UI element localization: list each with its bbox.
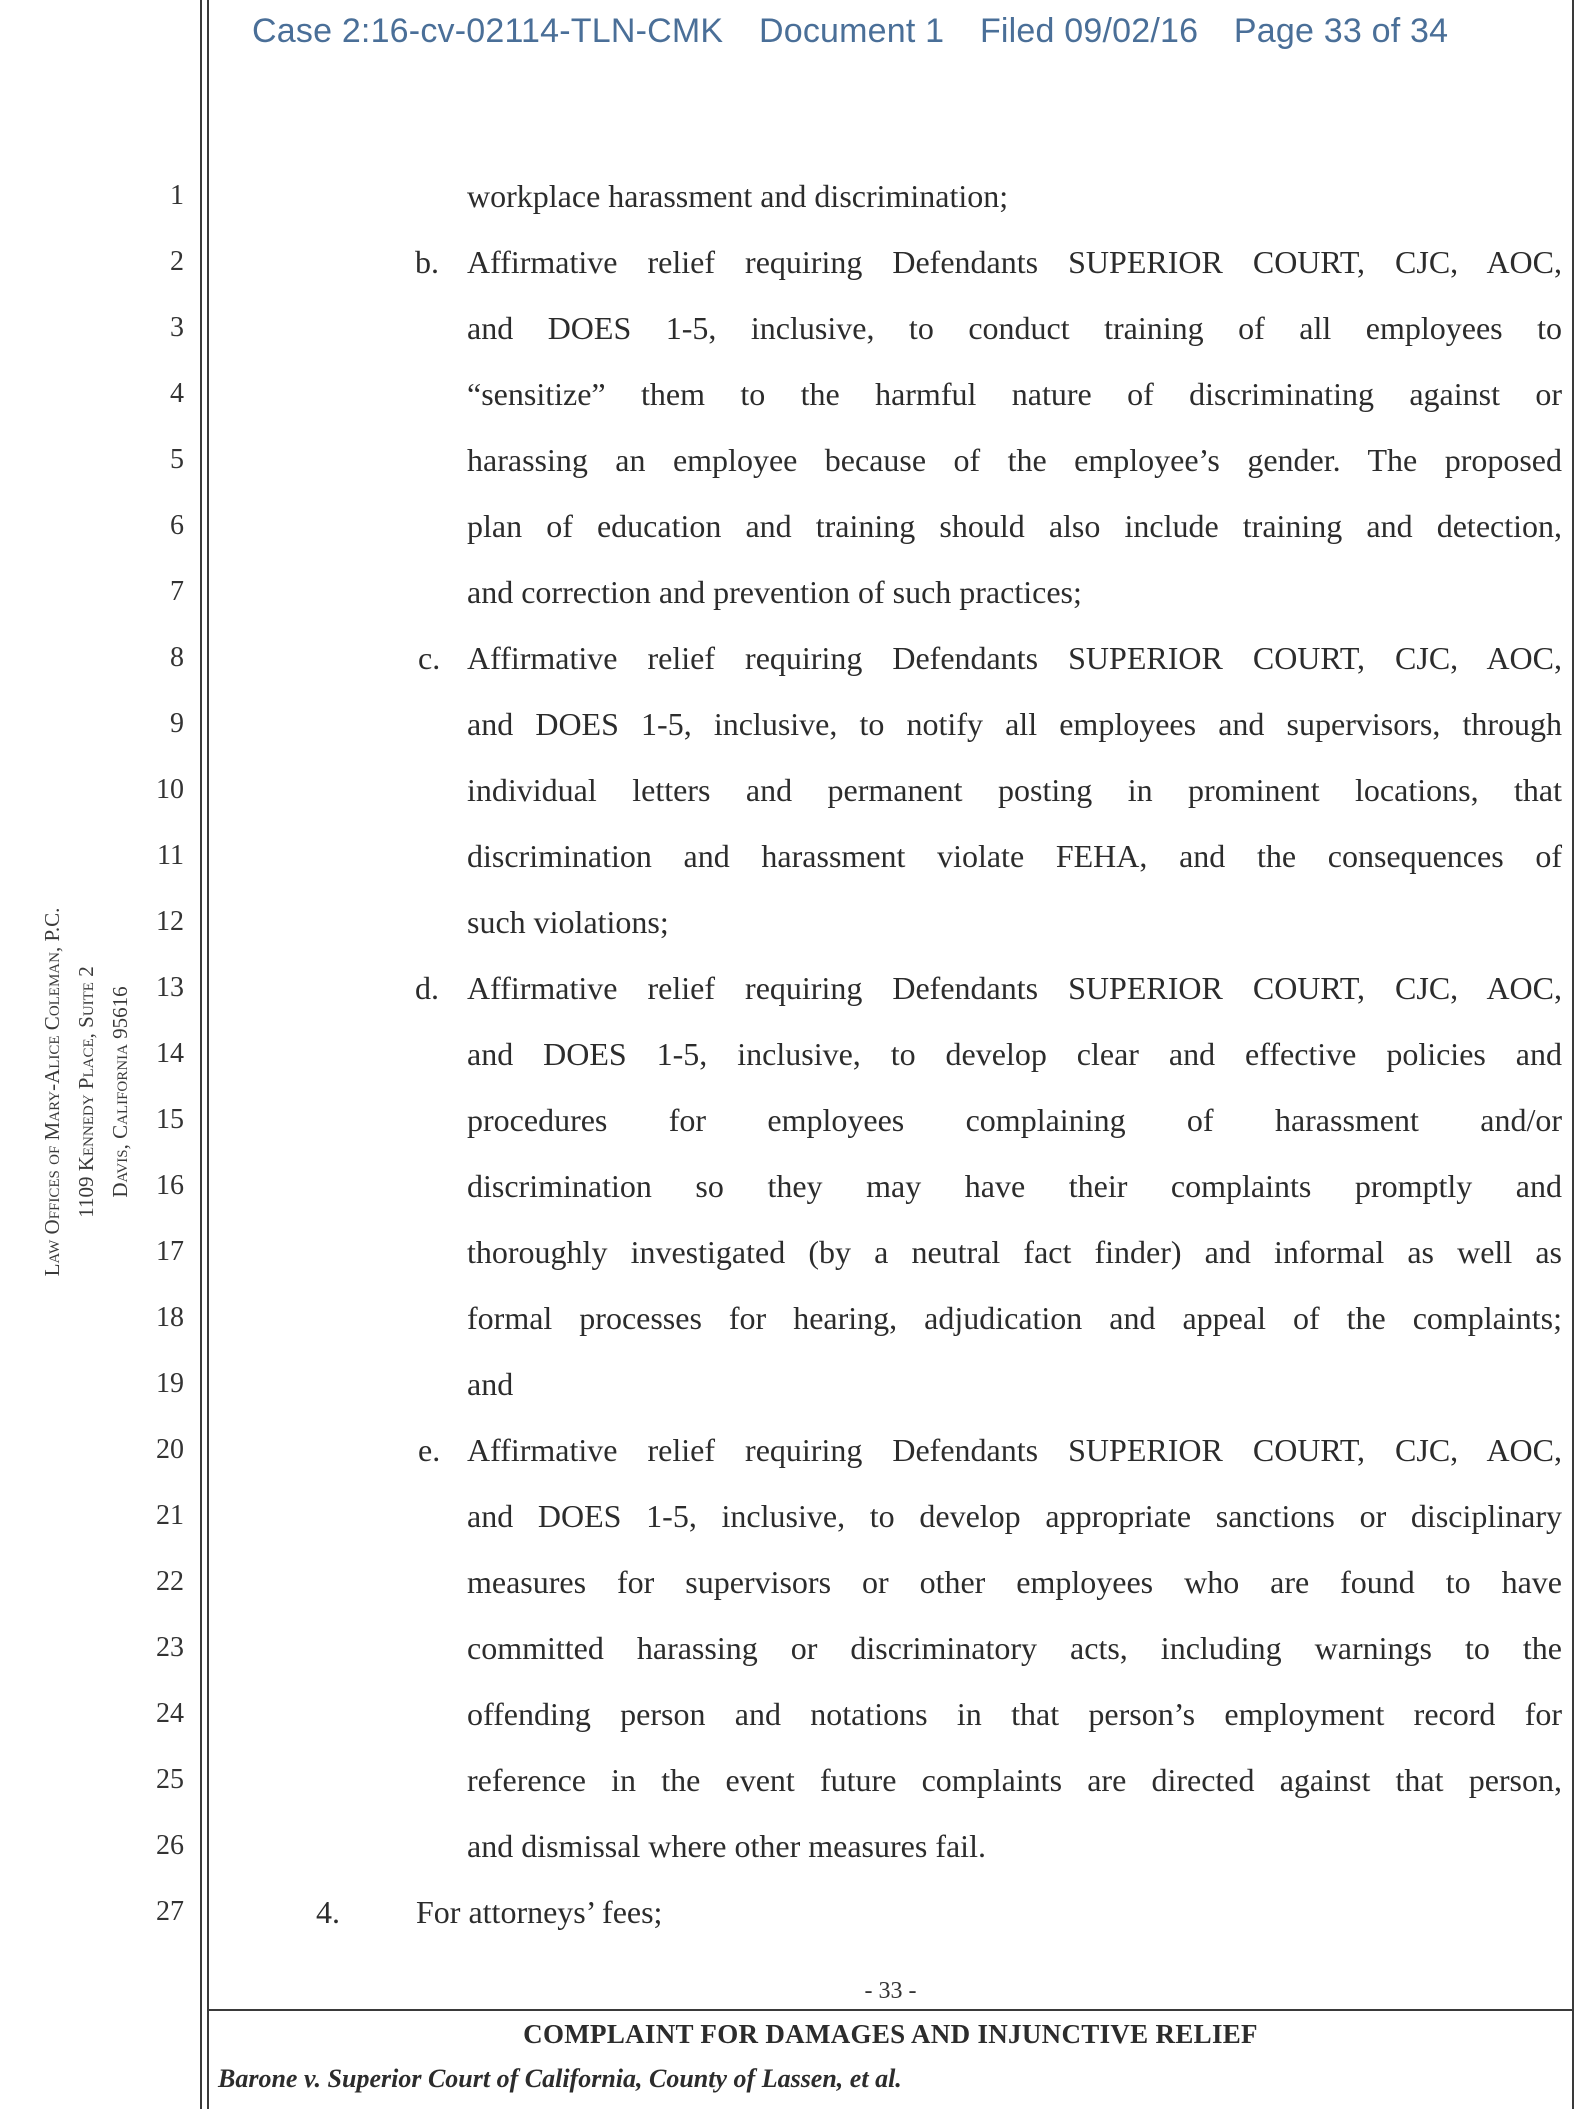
body-line: harassing an employee because of the employee’s gender. The proposed	[467, 442, 1562, 478]
line-number: 21	[156, 1500, 184, 1531]
line-number: 6	[170, 510, 184, 541]
body-line: procedures for employees complaining of harassment and/or	[467, 1102, 1562, 1138]
body-line: individual letters and permanent posting in prominent locations, that	[467, 772, 1562, 808]
body-line: For attorneys’ fees;	[416, 1894, 663, 1930]
body-line: and	[467, 1366, 514, 1402]
page-count: Page 33 of 34	[1233, 12, 1449, 50]
body-line: thoroughly investigated (by a neutral fact finder) and informal as well as	[467, 1234, 1562, 1270]
left-margin-rule-inner	[207, 0, 209, 2109]
line-number: 24	[156, 1698, 184, 1729]
body-line: committed harassing or discriminatory acts, including warnings to the	[467, 1630, 1562, 1666]
document-number: Document 1	[758, 12, 945, 50]
line-number: 9	[170, 708, 184, 739]
case-number: Case 2:16-cv-02114-TLN-CMK	[252, 12, 724, 50]
body-line: and dismissal where other measures fail.	[467, 1828, 986, 1864]
right-margin-rule	[1572, 0, 1574, 2109]
line-number: 18	[156, 1302, 184, 1333]
body-line: such violations;	[467, 904, 669, 940]
case-caption: Barone v. Superior Court of California, County of Lassen, et al.	[218, 2064, 902, 2093]
line-number: 23	[156, 1632, 184, 1663]
body-line: plan of education and training should also include training and detection,	[467, 508, 1562, 544]
page-number: - 33 -	[864, 1978, 917, 2004]
body-line: discrimination and harassment violate FEHA, and the consequences of	[467, 838, 1562, 874]
filed-date: Filed 09/02/16	[979, 12, 1199, 50]
line-number: 15	[156, 1104, 184, 1135]
line-number: 22	[156, 1566, 184, 1597]
line-number: 5	[170, 444, 184, 475]
line-number: 13	[156, 972, 184, 1003]
body-line: and DOES 1-5, inclusive, to develop clear and effective policies and	[467, 1036, 1562, 1072]
body-line: Affirmative relief requiring Defendants SUPERIOR COURT, CJC, AOC,	[467, 244, 1562, 280]
body-line: discrimination so they may have their complaints promptly and	[467, 1168, 1562, 1204]
body-line: and DOES 1-5, inclusive, to develop appropriate sanctions or disciplinary	[467, 1498, 1562, 1534]
line-number: 20	[156, 1434, 184, 1465]
body-line: measures for supervisors or other employees who are found to have	[467, 1564, 1562, 1600]
firm-city: Davis, California 95616	[108, 986, 132, 1198]
firm-name: Law Offices of Mary-Alice Coleman, P.C.	[40, 907, 64, 1277]
line-number: 8	[170, 642, 184, 673]
body-line: and DOES 1-5, inclusive, to notify all employees and supervisors, through	[467, 706, 1562, 742]
line-number: 27	[156, 1896, 184, 1927]
line-number: 14	[156, 1038, 184, 1069]
item-marker: d.	[415, 970, 439, 1006]
item-marker: c.	[418, 640, 441, 676]
body-line: Affirmative relief requiring Defendants SUPERIOR COURT, CJC, AOC,	[467, 1432, 1562, 1468]
line-number: 25	[156, 1764, 184, 1795]
body-line: and DOES 1-5, inclusive, to conduct training of all employees to	[467, 310, 1562, 346]
line-number: 2	[170, 246, 184, 277]
body-line: reference in the event future complaints are directed against that person,	[467, 1762, 1562, 1798]
line-number: 10	[156, 774, 184, 805]
left-margin-rule	[200, 0, 202, 2109]
line-number: 11	[157, 840, 184, 871]
body-line: Affirmative relief requiring Defendants SUPERIOR COURT, CJC, AOC,	[467, 970, 1562, 1006]
line-number: 16	[156, 1170, 184, 1201]
body-line: Affirmative relief requiring Defendants SUPERIOR COURT, CJC, AOC,	[467, 640, 1562, 676]
body-line: workplace harassment and discrimination;	[467, 178, 1009, 214]
line-number: 19	[156, 1368, 184, 1399]
document-title: COMPLAINT FOR DAMAGES AND INJUNCTIVE RELIEF	[523, 2019, 1258, 2049]
item-marker: 4.	[316, 1894, 340, 1930]
body-line: and correction and prevention of such practices;	[467, 574, 1082, 610]
line-number: 7	[170, 576, 184, 607]
line-number: 17	[156, 1236, 184, 1267]
line-number: 1	[170, 180, 184, 211]
body-line: offending person and notations in that person’s employment record for	[467, 1696, 1562, 1732]
item-marker: b.	[415, 244, 439, 280]
item-marker: e.	[418, 1432, 441, 1468]
line-number: 4	[170, 378, 184, 409]
line-number: 12	[156, 906, 184, 937]
firm-street: 1109 Kennedy Place, Suite 2	[74, 966, 98, 1218]
line-number: 26	[156, 1830, 184, 1861]
body-line: formal processes for hearing, adjudication and appeal of the complaints;	[467, 1300, 1562, 1336]
footer-rule	[207, 2009, 1574, 2011]
body-line: “sensitize” them to the harmful nature of discriminating against or	[467, 376, 1562, 412]
line-number: 3	[170, 312, 184, 343]
ecf-header	[252, 12, 1474, 51]
